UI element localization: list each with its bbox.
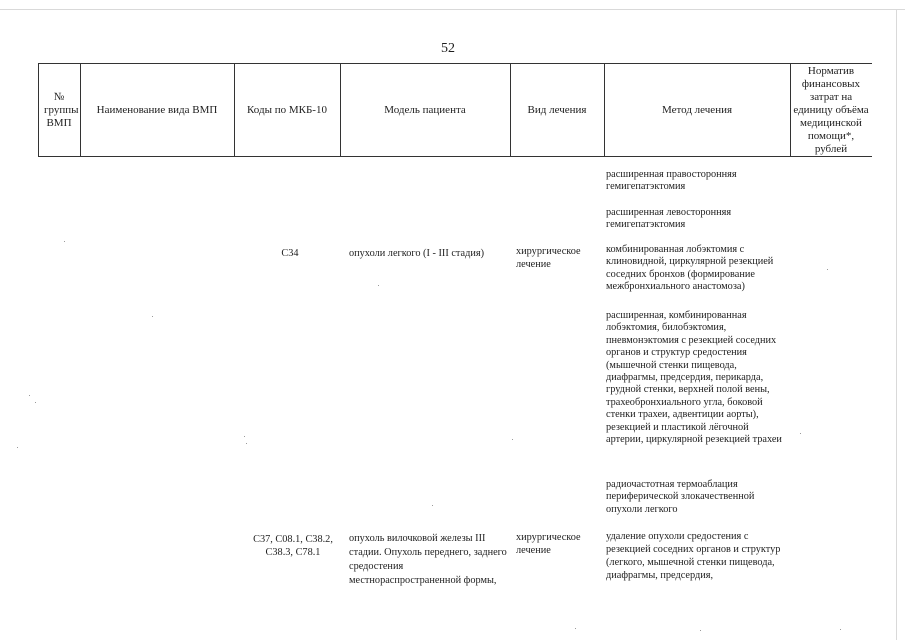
header-col-method: Метод лечения [661,103,733,116]
scan-speck [827,269,828,270]
row-patient-model: опухоль вилочковой железы III стадии. Опухоль переднего, заднего средостения местнораспространенной формы, [349,533,507,586]
method-text: расширенная правосторонняя гемигепатэктомия [606,169,737,193]
header-col-codes: Коды по МКБ-10 [247,103,327,116]
scan-speck [244,436,245,437]
header-col-cost: Норматив финансовых затрат на единицу объёма медицинской помощи*, рублей [793,64,869,155]
row-treatment-type: хирургическое лечение [516,246,581,270]
page-number: 52 [441,41,455,56]
row-patient-model: опухоли легкого (I - III стадия) [349,248,485,259]
scan-speck [29,395,30,396]
row-codes: C37, C08.1, C38.2, C38.3, C78.1 [253,534,333,558]
header-col-group: № группы ВМП [44,90,79,129]
method-text: комбинированная лобэктомия с клиновидной, циркулярной резекцией соседних бронхов (формирование межбронхиального анастомоза) [606,244,774,293]
method-text: радиочастотная термоаблация периферической злокачественной опухоли легкого [606,479,755,515]
scan-speck [512,439,513,440]
scan-speck [246,443,247,444]
scan-speck [378,285,379,286]
scan-speck [840,629,841,630]
scan-speck [800,433,801,434]
header-col-model: Модель пациента [384,103,466,116]
method-text: расширенная левосторонняя гемигепатэктомия [606,207,732,231]
row-treatment-type: хирургическое лечение [516,532,581,556]
scan-speck [575,628,576,629]
scan-speck [35,402,36,403]
scan-speck [64,241,65,242]
scan-speck [152,316,153,317]
method-text: удаление опухоли средостения с резекцией соседних органов и структур (легкого, мышечной стенки пищевода, диафрагмы, предсердия, [606,531,781,581]
row-codes: C34 [281,248,299,259]
method-text: расширенная, комбинированная лобэктомия, билобэктомия, пневмонэктомия с резекцией соседних органов и структур средостения (мышечной стенки пищевода, диафрагмы, предсердия, перикарда, грудной стенки, верхней полой вены, трахеобронхиального угла, боковой стенки трахеи, адвентиции аорты), резекцией и пластикой лёгочной артерии, циркулярной резекцией трахеи [606,310,782,446]
scan-speck [700,630,701,631]
scan-speck [17,447,18,448]
scan-speck [432,505,433,506]
table-header [38,63,872,157]
scan-edge-right [896,9,897,640]
header-col-treatment: Вид лечения [527,103,587,116]
header-col-name: Наименование вида ВМП [96,103,218,116]
scan-edge-top [0,9,905,10]
